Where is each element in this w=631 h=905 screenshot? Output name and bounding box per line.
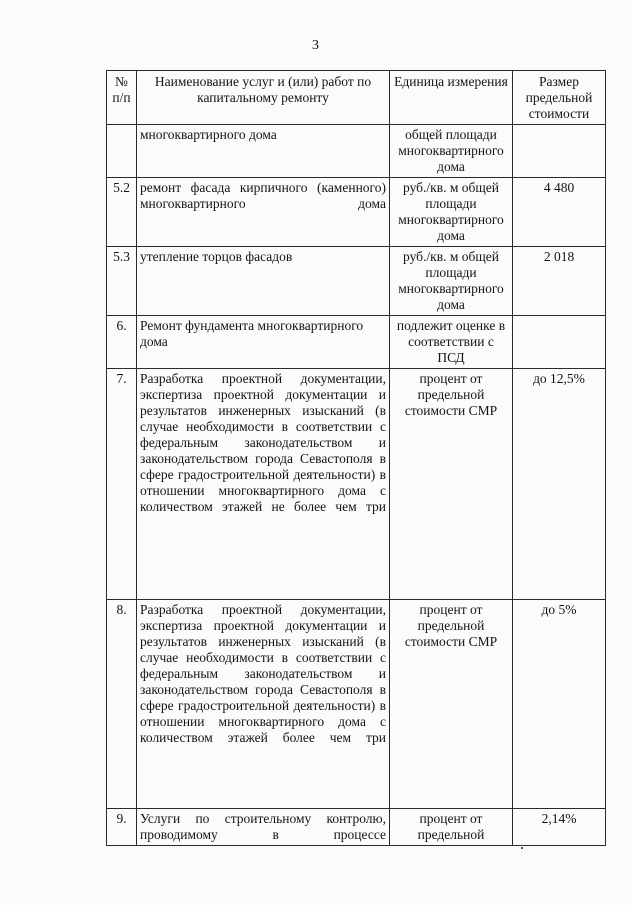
- row-unit: процент от предельной: [390, 809, 513, 846]
- page-number: 3: [312, 38, 319, 53]
- row-price: 2 018: [513, 247, 606, 316]
- table-row: [107, 178, 606, 247]
- header-num: № п/п: [107, 71, 137, 125]
- row-unit: руб./кв. м общей площади многоквартирного дома: [390, 178, 513, 247]
- row-price: до 5%: [513, 600, 606, 809]
- row-num: 6.: [107, 316, 137, 369]
- row-name: ремонт фасада кирпичного (каменного) многоквартирного дома: [137, 178, 390, 247]
- row-unit: руб./кв. м общей площади многоквартирного дома: [390, 247, 513, 316]
- row-num: 8.: [107, 600, 137, 809]
- row-name: утепление торцов фасадов: [137, 247, 390, 316]
- row-name: Услуги по строительному контролю, проводимому в процессе: [137, 809, 390, 846]
- table-header-row: [107, 71, 606, 125]
- price-limit-table: [106, 70, 606, 846]
- row-unit: процент от предельной стоимости СМР: [390, 369, 513, 600]
- row-price: [513, 125, 606, 178]
- header-name: Наименование услуг и (или) работ по капитальному ремонту: [137, 71, 390, 125]
- row-num: 5.3: [107, 247, 137, 316]
- row-num: 7.: [107, 369, 137, 600]
- table-row: [107, 316, 606, 369]
- row-num: 5.2: [107, 178, 137, 247]
- row-name: Разработка проектной документации, экспертиза проектной документации и результатов инженерных изысканий (в случае необходимости в соответствии с федеральным законодательством и законодательством города Севастополя в сфере градостроительной деятельности) в отношении многоквартирного дома с количеством этажей более чем три: [137, 600, 390, 809]
- header-unit: Единица измерения: [390, 71, 513, 125]
- row-name: Ремонт фундамента многоквартирного дома: [137, 316, 390, 369]
- table-row: [107, 809, 606, 846]
- row-num: 9.: [107, 809, 137, 846]
- row-num: [107, 125, 137, 178]
- row-name: Разработка проектной документации, экспертиза проектной документации и результатов инженерных изысканий (в случае необходимости в соответствии с федеральным законодательством и законодательством города Севастополя в сфере градостроительной деятельности) в отношении многоквартирного дома с количеством этажей не более чем три: [137, 369, 390, 600]
- table-row: [107, 125, 606, 178]
- table-row: [107, 600, 606, 809]
- row-price: до 12,5%: [513, 369, 606, 600]
- scan-speck: [521, 847, 523, 849]
- row-price: 2,14%: [513, 809, 606, 846]
- row-price: 4 480: [513, 178, 606, 247]
- header-price: Размер предельной стоимости: [513, 71, 606, 125]
- row-unit: процент от предельной стоимости СМР: [390, 600, 513, 809]
- table-row: [107, 247, 606, 316]
- row-name: многоквартирного дома: [137, 125, 390, 178]
- table-row: [107, 369, 606, 600]
- row-unit: общей площади многоквартирного дома: [390, 125, 513, 178]
- row-price: [513, 316, 606, 369]
- row-unit: подлежит оценке в соответствии с ПСД: [390, 316, 513, 369]
